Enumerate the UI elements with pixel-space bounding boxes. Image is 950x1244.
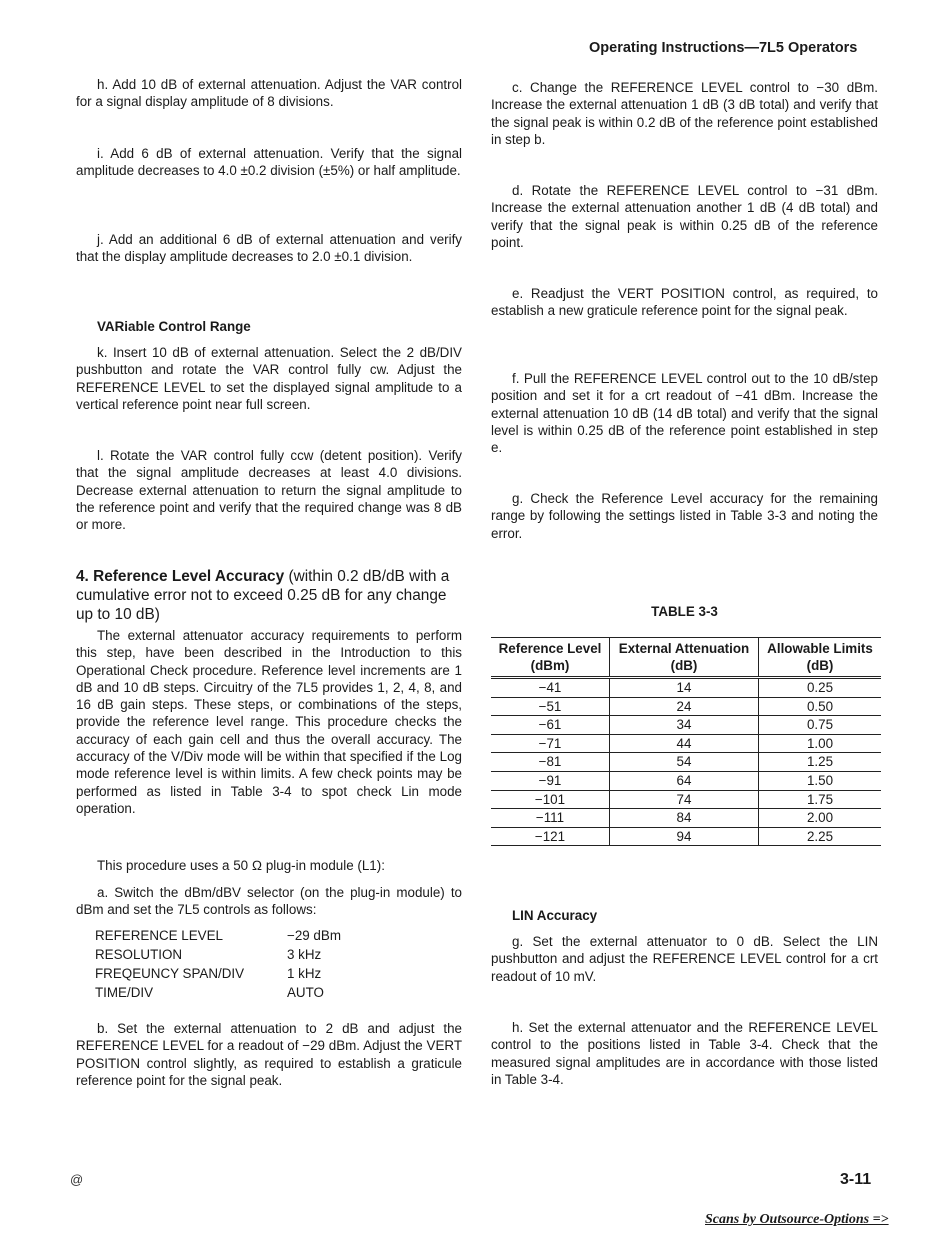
external-attenuation-cell: 84 [610,809,759,828]
setting-value: 3 kHz [287,947,322,962]
page-header-title: Operating Instructions—7L5 Operators [589,40,858,56]
table-row [491,809,881,828]
setting-name: FREQEUNCY SPAN/DIV [95,966,245,981]
step-j: j. Add an additional 6 dB of external attenuation and verify that the display amplitude decreases to 2.0 ±0.1 division. [76,232,462,265]
external-attenuation-cell: 54 [610,753,759,772]
allowable-limits-cell: 2.25 [759,827,882,846]
allowable-limits-cell: 1.00 [759,734,882,753]
step-e: e. Readjust the VERT POSITION control, as required, to establish a new graticule reference point for the signal peak. [491,286,878,319]
step-k: k. Insert 10 dB of external attenuation. Select the 2 dB/DIV pushbutton and rotate the VAR control fully cw. Adjust the REFERENCE LEVEL to set the displayed signal amplitude to a vertical reference point near full screen. [76,345,462,412]
section-4-heading [76,567,462,624]
table-row [491,790,881,809]
reference-level-cell: −81 [491,753,610,772]
column-header-reference-level: Reference Level (dBm) [491,638,610,678]
plugin-module-note: This procedure uses a 50 Ω plug-in module (L1): [97,858,385,873]
reference-level-cell: −91 [491,771,610,790]
external-attenuation-cell: 74 [610,790,759,809]
reference-level-cell: −71 [491,734,610,753]
step-h-lin: h. Set the external attenuator and the REFERENCE LEVEL control to the positions listed in Table 3-4. Check that the measured signal amplitudes are in accordance with those listed in Table 3-4. [491,1020,878,1087]
step-h: h. Add 10 dB of external attenuation. Adjust the VAR control for a signal display amplitude of 8 divisions. [76,77,462,110]
step-d: d. Rotate the REFERENCE LEVEL control to −31 dBm. Increase the external attenuation another 1 dB (4 dB total) and verify that the signal peak is within 0.25 dB of the reference point. [491,183,878,250]
setting-row [95,984,341,1003]
section-4-body: The external attenuator accuracy requirements to perform this step, have been described in the Introduction to this Operational Check procedure. Reference level increments are 1 dB and 10 dB steps. Circuitry of the 7L5 provides 1, 2, 4, 8, and 16 dB gain steps. These steps, or combinations of the steps, provide the reference level range. This procedure checks the accuracy of each gain cell and thus the overall accuracy. The accuracy of the V/Div mode will be within that specified if the Log mode reference level is within limits. A few check points may be performed as listed in Table 3-4 to spot check Lin mode operation. [76,628,462,816]
step-i: i. Add 6 dB of external attenuation. Verify that the signal amplitude decreases to 4.0 ±0.2 division (±5%) or half amplitude. [76,146,462,179]
setting-row [95,946,341,965]
external-attenuation-cell: 14 [610,678,759,698]
step-l: l. Rotate the VAR control fully ccw (detent position). Verify that the signal amplitude decreases at least 4.0 divisions. Decrease external attenuation to return the signal amplitude to the reference point and verify that the required change was 8 dB or more. [76,448,462,533]
section-4-title: 4. Reference Level Accuracy [76,568,285,585]
scans-credit-link[interactable]: Scans by Outsource-Options => [705,1212,889,1227]
column-header-allowable-limits: Allowable Limits (dB) [759,638,882,678]
external-attenuation-cell: 44 [610,734,759,753]
setting-row [95,965,341,984]
allowable-limits-cell: 2.00 [759,809,882,828]
page-number: 3-11 [840,1171,872,1188]
table-row [491,678,881,698]
table-3-3-title: TABLE 3-3 [651,604,718,619]
external-attenuation-cell: 24 [610,697,759,716]
lin-accuracy-heading: LIN Accuracy [512,908,598,923]
table-row [491,771,881,790]
publisher-symbol: @ [70,1172,84,1187]
table-row [491,716,881,735]
reference-level-cell: −111 [491,809,610,828]
table-header-row [491,638,881,678]
allowable-limits-cell: 1.50 [759,771,882,790]
external-attenuation-cell: 94 [610,827,759,846]
reference-level-cell: −41 [491,678,610,698]
setting-name: RESOLUTION [95,947,183,962]
reference-level-cell: −61 [491,716,610,735]
step-b: b. Set the external attenuation to 2 dB and adjust the REFERENCE LEVEL for a readout of −29 dBm. Adjust the VERT POSITION control slightly, as required to establish a graticule reference point for the signal peak. [76,1021,462,1088]
var-control-range-heading: VARiable Control Range [97,319,251,334]
table-row [491,697,881,716]
table-row [491,734,881,753]
table-3-3 [491,637,881,846]
setting-value: AUTO [287,985,324,1000]
allowable-limits-cell: 0.50 [759,697,882,716]
allowable-limits-cell: 0.75 [759,716,882,735]
external-attenuation-cell: 64 [610,771,759,790]
allowable-limits-cell: 1.25 [759,753,882,772]
step-g: g. Check the Reference Level accuracy for the remaining range by following the settings listed in Table 3-3 and noting the error. [491,491,878,541]
table-row [491,753,881,772]
step-f: f. Pull the REFERENCE LEVEL control out to the 10 dB/step position and set it for a crt readout of −41 dBm. Increase the external attenuation 10 dB (14 dB total) and verify that the signal level is within 0.25 dB of the reference point established in step e. [491,371,878,456]
reference-level-cell: −51 [491,697,610,716]
control-settings-list [95,927,341,1003]
section-4-subtitle: (within 0.2 dB/dB with a cumulative error not to exceed 0.25 dB for any change up to 10 dB) [76,568,450,623]
setting-row [95,927,341,946]
allowable-limits-cell: 1.75 [759,790,882,809]
reference-level-cell: −101 [491,790,610,809]
external-attenuation-cell: 34 [610,716,759,735]
step-g-lin: g. Set the external attenuator to 0 dB. Select the LIN pushbutton and adjust the REFERENCE LEVEL control for a crt readout of 10 mV. [491,934,878,984]
allowable-limits-cell: 0.25 [759,678,882,698]
setting-value: −29 dBm [287,928,341,943]
step-c: c. Change the REFERENCE LEVEL control to −30 dBm. Increase the external attenuation 1 dB (3 dB total) and verify that the signal peak is within 0.2 dB of the reference point established in step b. [491,80,878,147]
column-header-external-attenuation: External Attenuation (dB) [610,638,759,678]
setting-name: REFERENCE LEVEL [95,928,223,943]
table-row [491,827,881,846]
reference-level-cell: −121 [491,827,610,846]
setting-name: TIME/DIV [95,985,154,1000]
step-a: a. Switch the dBm/dBV selector (on the plug-in module) to dBm and set the 7L5 controls as follows: [76,885,462,918]
setting-value: 1 kHz [287,966,322,981]
